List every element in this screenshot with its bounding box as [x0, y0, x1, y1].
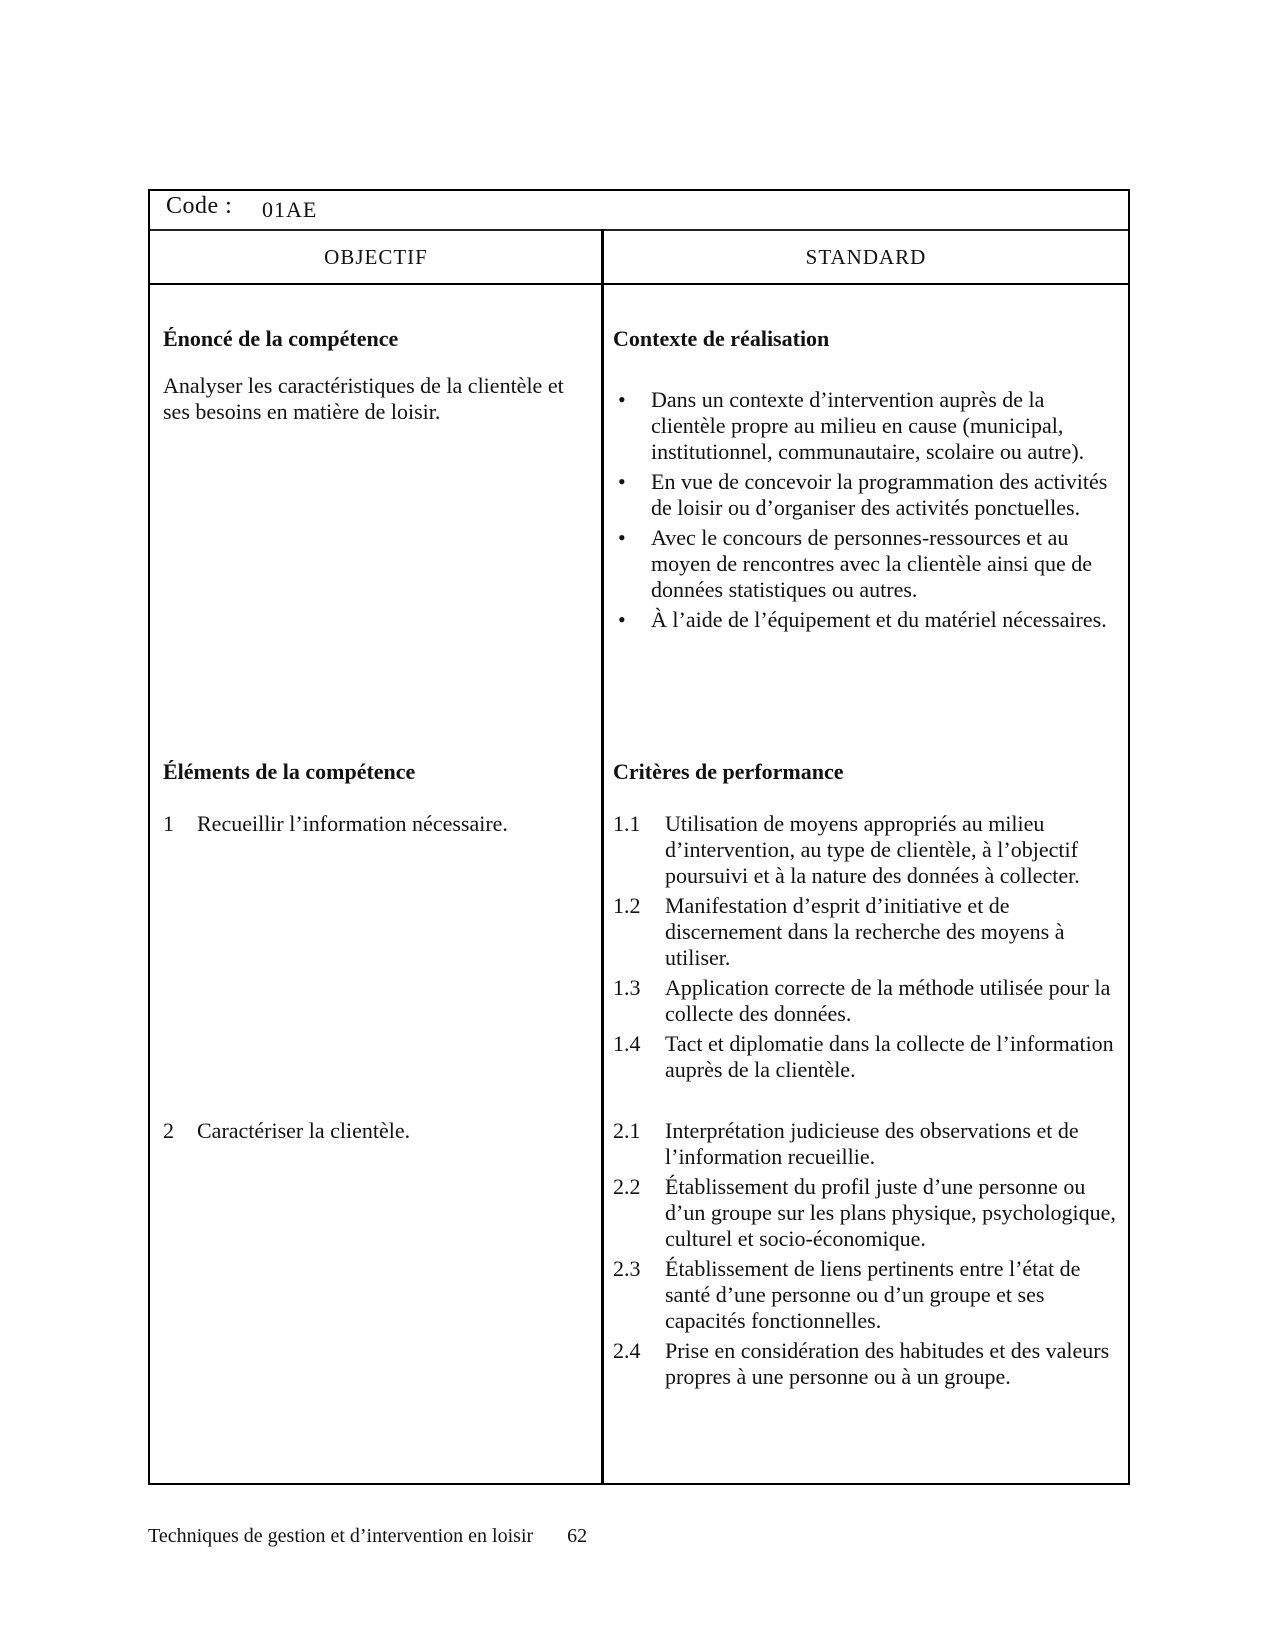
element-text: Caractériser la clientèle. [197, 1118, 411, 1143]
column-divider [601, 229, 604, 1483]
contexte-item: • En vue de concevoir la programmation des activités de loisir ou d’organiser des activités ponctuelles. [618, 469, 1108, 520]
criterion-item: 2.3 Établissement de liens pertinents entre l’état de santé d’une personne ou d’un groupe et ses capacités fonctionnelles. [613, 1256, 1081, 1333]
page-footer [148, 1525, 587, 1548]
contexte-item: • Avec le concours de personnes-ressources et au moyen de rencontres avec la clientèle ainsi que de données statistiques ou autres. [618, 525, 1093, 602]
criterion-item: 2.1 Interprétation judicieuse des observations et de l’information recueillie. [613, 1118, 1079, 1169]
elements-title: Éléments de la compétence [163, 759, 416, 784]
criteria-list-2 [613, 1118, 1123, 1394]
bullet-icon: • [618, 387, 626, 412]
element-number: 1 [163, 811, 174, 836]
objective-column-header: OBJECTIF [324, 245, 428, 269]
competency-table [148, 189, 1130, 1485]
element-text: Recueillir l’information nécessaire. [197, 811, 508, 836]
code-label: Code : [166, 193, 233, 219]
bullet-icon: • [618, 469, 626, 494]
bullet-icon: • [618, 525, 626, 550]
criterion-item: 1.1 Utilisation de moyens appropriés au milieu d’intervention, au type de clientèle, à l’objectif poursuivi et à la nature des données à collecter. [613, 811, 1080, 888]
element-number: 2 [163, 1118, 174, 1143]
code-row [150, 191, 1128, 231]
bullet-icon: • [618, 607, 626, 632]
contexte-item: • À l’aide de l’équipement et du matériel nécessaires. [618, 607, 1107, 632]
contexte-title: Contexte de réalisation [613, 326, 830, 351]
criteres-title: Critères de performance [613, 759, 844, 784]
criterion-item: 1.4 Tact et diplomatie dans la collecte de l’information auprès de la clientèle. [613, 1031, 1114, 1082]
criterion-item: 1.3 Application correcte de la méthode utilisée pour la collecte des données. [613, 975, 1111, 1026]
page-number: 62 [567, 1525, 588, 1547]
criteria-list-1 [613, 811, 1123, 1087]
code-value: 01AE [262, 197, 318, 222]
criterion-item: 2.2 Établissement du profil juste d’une personne ou d’un groupe sur les plans physique, psychologique, culturel et socio-économique. [613, 1174, 1116, 1251]
enonce-title: Énoncé de la compétence [163, 326, 399, 351]
criterion-item: 2.4 Prise en considération des habitudes et des valeurs propres à une personne ou à un groupe. [613, 1338, 1110, 1389]
column-header-row [150, 231, 1128, 285]
enonce-text: Analyser les caractéristiques de la clientèle et ses besoins en matière de loisir. [163, 373, 564, 424]
footer-title: Techniques de gestion et d’intervention en loisir [148, 1525, 534, 1547]
contexte-item: • Dans un contexte d’intervention auprès de la clientèle propre au milieu en cause (municipal, institutionnel, communautaire, scolaire ou autre). [618, 387, 1085, 464]
contexte-list [615, 387, 1115, 637]
standard-column-header: STANDARD [805, 245, 927, 269]
criterion-item: 1.2 Manifestation d’esprit d’initiative et de discernement dans la recherche des moyens à utiliser. [613, 893, 1065, 970]
